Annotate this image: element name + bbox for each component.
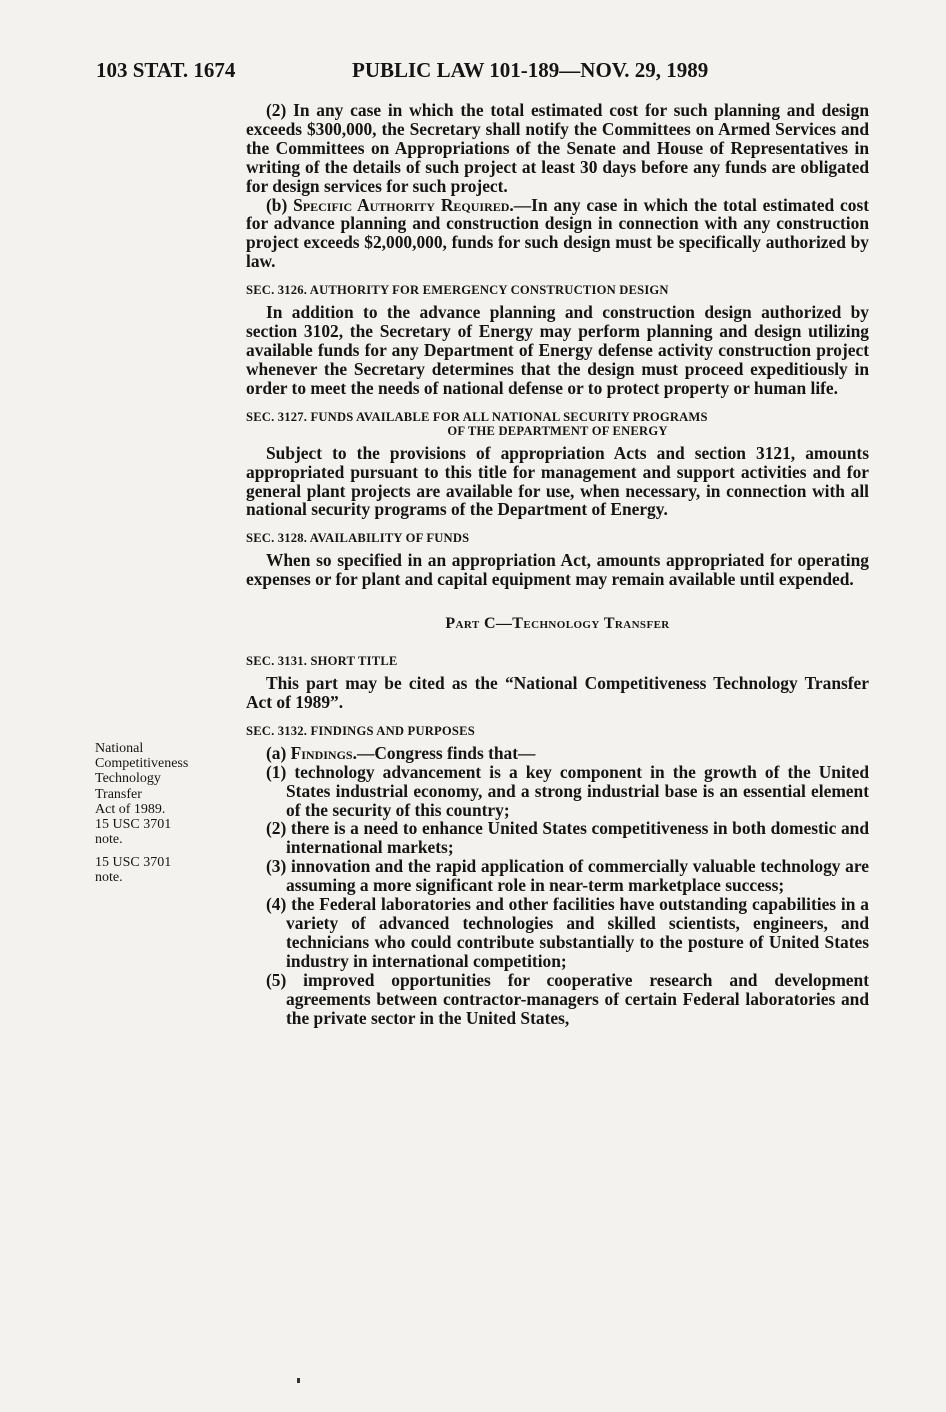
section-heading-3131: SEC. 3131. SHORT TITLE	[246, 654, 398, 669]
section-heading-3132: SEC. 3132. FINDINGS AND PURPOSES	[246, 723, 475, 738]
part-heading: Part C—Technology Transfer	[445, 615, 670, 633]
margin-note-findings	[95, 855, 245, 885]
section-heading-3126: SEC. 3126. AUTHORITY FOR EMERGENCY CONSTRUCTION DESIGN	[246, 283, 669, 298]
section-heading-line: SEC. 3127. FUNDS AVAILABLE FOR ALL NATIONAL SECURITY PROGRAMS	[246, 409, 708, 424]
subsection-label: (a)	[266, 742, 291, 763]
subsection-text: —Congress finds that—	[356, 742, 536, 763]
section-heading-3128: SEC. 3128. AVAILABILITY OF FUNDS	[246, 531, 470, 546]
margin-note-short-title	[95, 741, 245, 847]
subsection-heading: Specific Authority Required.	[293, 194, 514, 215]
law-title: PUBLIC LAW 101-189—NOV. 29, 1989	[352, 58, 709, 82]
paragraph	[246, 744, 869, 763]
paragraph: When so specified in an appropriation Act, amounts appropriated for operating expenses or for plant and capital equipment may remain available until expended.	[246, 550, 869, 590]
list-item: (1) technology advancement is a key component in the growth of the United States industrial economy, and a strong industrial base is an essential element of the security of this country;	[266, 761, 869, 820]
paragraph: This part may be cited as the “National Competitiveness Technology Transfer Act of 1989”.	[246, 673, 869, 712]
subsection-text: —In any case in which the total estimated cost for advance planning and construction design in connection with any construction project exceeds $2,000,000, funds for such design must be specifically authorized by law.	[246, 194, 870, 272]
list-item: (2) there is a need to enhance United States competitiveness in both domestic and international markets;	[266, 818, 869, 858]
margin-line: Transfer	[95, 786, 142, 802]
margin-line: National	[95, 741, 144, 756]
margin-line: 15 USC 3701	[95, 855, 172, 870]
list-item: (5) improved opportunities for cooperative research and development agreements between contractor-managers of certain Federal laboratories and the private sector in the United States,	[266, 969, 869, 1028]
list-item: (4) the Federal laboratories and other facilities have outstanding capabilities in a variety of advanced technologies and skilled scientists, engineers, and technicians who could contribute substantially to the posture of United States industry in international competition;	[266, 894, 869, 971]
margin-line: Competitiveness	[95, 756, 189, 772]
paragraph: (2) In any case in which the total estimated cost for such planning and design exceeds $300,000, the Secretary shall notify the Committees on Armed Services and the Committees on Appropriations of the Senate and House of Representatives in writing of the details of such project at least 30 days before any funds are obligated for design services for such project.	[246, 100, 869, 196]
paragraph: Subject to the provisions of appropriation Acts and section 3121, amounts appropriated pursuant to this title for management and support activities and for general plant projects are available for use, when necessary, in connection with all national security programs of the Department of Energy.	[246, 442, 869, 520]
section-heading-line: OF THE DEPARTMENT OF ENERGY	[447, 423, 668, 438]
margin-line: 15 USC 3701	[95, 817, 172, 833]
section-heading-3127	[246, 410, 869, 438]
margin-line: Act of 1989.	[95, 801, 166, 817]
subsection-label: (b)	[266, 194, 294, 215]
list-item: (3) innovation and the rapid application of commercially valuable technology are assuming a more significant role in near-term marketplace success;	[266, 856, 869, 896]
stat-citation: 103 STAT. 1674	[96, 58, 236, 82]
scan-speck	[297, 1378, 300, 1383]
page-header	[96, 58, 868, 88]
paragraph	[246, 196, 869, 272]
margin-line: note.	[95, 832, 123, 848]
statute-text	[246, 101, 869, 1027]
paragraph: In addition to the advance planning and construction design authorized by section 3102, the Secretary of Energy may perform planning and design utilizing available funds for any Department of Energy defense activity construction project whenever the Secretary determines that the design must proceed expeditiously in order to meet the needs of national defense or to protect property or human life.	[246, 302, 869, 398]
margin-line: note.	[95, 870, 123, 886]
margin-line: Technology	[95, 771, 161, 787]
subsection-heading: Findings.	[290, 742, 357, 763]
